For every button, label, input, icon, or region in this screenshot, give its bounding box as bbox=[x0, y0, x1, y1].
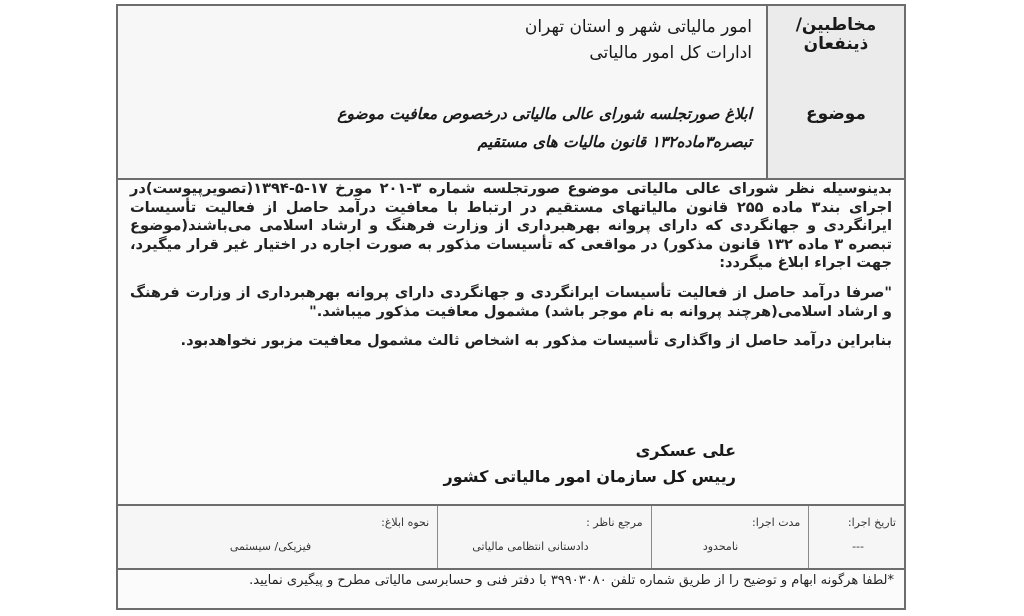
subject-line: ابلاغ صورتجلسه شورای عالی مالیاتی درخصوص معافیت موضوع bbox=[337, 105, 752, 123]
body-paragraph: "صرفا درآمد حاصل از فعالیت تأسیسات ایرانگردی و جهانگردی دارای پروانه بهرهبرداری از وزارت فرهنگ و ارشاد اسلامی(هرچند پروانه به نام موجر باشد) مشمول معافیت مذکور میباشد." bbox=[130, 283, 892, 320]
subject-row bbox=[118, 92, 904, 180]
body-paragraph: بدینوسیله نظر شورای عالی مالیاتی موضوع صورتجلسه شماره ۳-۲۰۱ مورخ ۱۷-۵-۱۳۹۴(تصویرپیوست)در اجرای بند۳ ماده ۲۵۵ قانون مالیاتهای مستقیم در ارتباط با معافیت درآمد حاصل از فعالیت تأسیسات ایرانگردی و جهانگردی که دارای پروانه بهرهبرداری از وزارت فرهنگ و ارشاد اسلامی می‌باشند(موضوع تبصره ۳ ماده ۱۳۲ قانون مذکور) در مواقعی که تأسیسات مذکور به صورت اجاره در اختیار غیر قرار میگیرد، جهت اجراء ابلاغ میگردد: bbox=[130, 180, 892, 272]
recipients-label-cell bbox=[766, 6, 904, 92]
meta-value: دادستانی انتظامی مالیاتی bbox=[472, 540, 589, 553]
body-paragraph: بنابراین درآمد حاصل از واگذاری تأسیسات مذکور به اشخاص ثالث مشمول معافیت مزبور نخواهدبود. bbox=[180, 332, 892, 350]
signatory-name: علی عسکری bbox=[635, 441, 736, 460]
meta-label: نحوه ابلاغ: bbox=[381, 516, 430, 529]
subject-label-cell bbox=[766, 92, 904, 178]
footer-note: *لطفا هرگونه ابهام و توضیح را از طریق شماره تلفن ۳۹۹۰۳۰۸۰ با دفتر فنی و حسابرسی مالیاتی مطرح و پیگیری نمایید. bbox=[249, 573, 894, 588]
recipients-label: مخاطبین/ ذینفعان bbox=[795, 15, 877, 54]
signatory-title: رییس کل سازمان امور مالیاتی کشور bbox=[443, 467, 736, 486]
recipients-content bbox=[128, 14, 752, 66]
recipient-line: ادارات کل امور مالیاتی bbox=[589, 43, 752, 63]
subject-content bbox=[128, 100, 752, 156]
meta-supervisor bbox=[437, 506, 650, 568]
meta-notification bbox=[118, 506, 437, 568]
signature-block bbox=[444, 438, 736, 490]
subject-line: تبصره۳ماده۱۳۲ قانون مالیات های مستقیم bbox=[477, 133, 752, 151]
meta-value: --- bbox=[852, 540, 864, 553]
meta-table bbox=[118, 504, 904, 570]
recipient-line: امور مالیاتی شهر و استان تهران bbox=[524, 17, 752, 37]
meta-value: فیزیکی/ سیستمی bbox=[229, 540, 312, 553]
meta-label: تاریخ اجرا: bbox=[847, 516, 896, 529]
meta-execution-date bbox=[808, 506, 904, 568]
subject-label: موضوع bbox=[806, 104, 866, 124]
meta-label: مدت اجرا: bbox=[752, 516, 801, 529]
meta-value: نامحدود bbox=[702, 540, 739, 553]
circular-document bbox=[116, 4, 906, 610]
recipients-row bbox=[118, 6, 904, 94]
letter-body bbox=[130, 180, 892, 362]
meta-label: مرجع ناظر : bbox=[586, 516, 643, 529]
meta-duration bbox=[651, 506, 809, 568]
